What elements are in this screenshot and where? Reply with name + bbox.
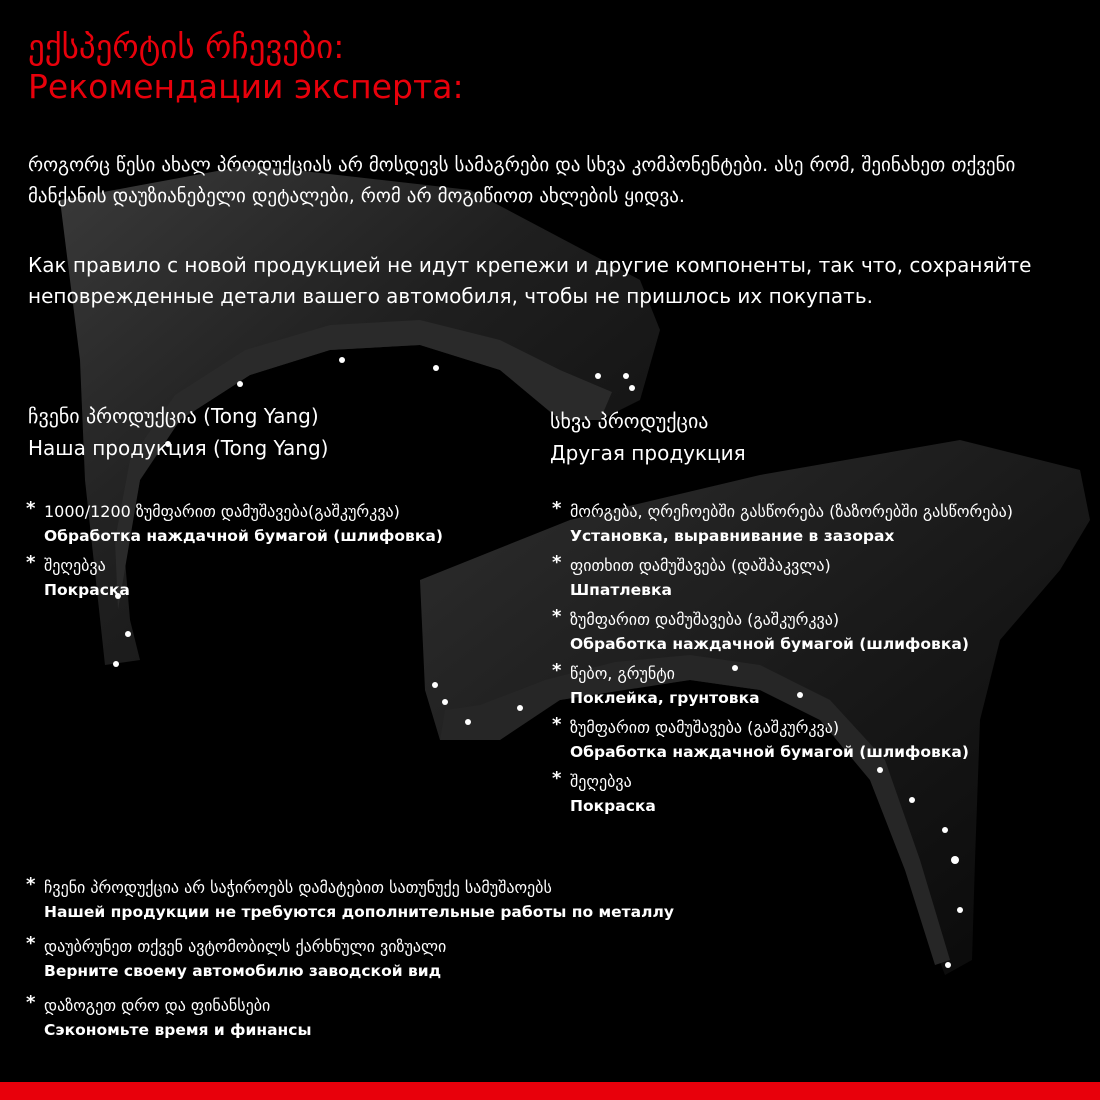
intro-georgian: როგორც წესი ახალ პროდუქციას არ მოსდევს სამაგრები და სხვა კომპონენტები. ასე რომ, შეინახეთ თქვენი მანქანის დაუზიანებელი დეტალები, რომ არ მოგიწიოთ ახლების ყიდვა. — [28, 154, 1016, 207]
item-russian: Обработка наждачной бумагой (шлифовка) — [570, 743, 969, 761]
bullet-asterisk: * — [552, 660, 562, 681]
item-georgian: მორგება, ღრეჩოებში გასწორება (ზაზორებში გასწორება) — [570, 502, 1013, 521]
benefits-list — [26, 874, 674, 1051]
list-item — [552, 552, 1013, 601]
item-georgian: შეღებვა — [570, 772, 632, 791]
item-georgian: წებო, გრუნტი — [570, 664, 675, 683]
bullet-asterisk: * — [26, 874, 36, 895]
item-georgian: დაზოგეთ დრო და ფინანსები — [44, 996, 271, 1015]
intro-russian: Как правило с новой продукцией не идут крепежи и другие компоненты, так что, сохраняйте неповрежденные детали вашего автомобиля, чтобы не пришлось их покупать. — [28, 253, 1032, 308]
item-russian: Обработка наждачной бумагой (шлифовка) — [570, 635, 969, 653]
bullet-asterisk: * — [26, 933, 36, 954]
item-russian: Обработка наждачной бумагой (шлифовка) — [44, 527, 443, 545]
item-georgian: დაუბრუნეთ თქვენ ავტომობილს ქარხნული ვიზუალი — [44, 937, 447, 956]
bullet-asterisk: * — [552, 606, 562, 627]
item-georgian: 1000/1200 ზუმფარით დამუშავება(გაშკურკვა) — [44, 502, 400, 521]
bullet-asterisk: * — [552, 498, 562, 519]
our-product-heading-ru: Наша продукция (Tong Yang) — [28, 436, 329, 460]
item-russian: Покраска — [570, 797, 656, 815]
item-russian: Верните своему автомобилю заводской вид — [44, 962, 442, 980]
item-georgian: ზუმფარით დამუშავება (გაშკურკვა) — [570, 610, 840, 629]
item-russian: Поклейка, грунтовка — [570, 689, 760, 707]
bullet-asterisk: * — [26, 552, 36, 573]
other-product-heading-ru: Другая продукция — [550, 441, 746, 465]
list-item — [552, 606, 1013, 655]
title-russian: Рекомендации эксперта: — [28, 67, 464, 106]
bullet-asterisk: * — [552, 768, 562, 789]
list-item — [552, 660, 1013, 709]
item-russian: Сэкономьте время и финансы — [44, 1021, 312, 1039]
bottom-accent-bar — [0, 1082, 1100, 1100]
list-item — [552, 714, 1013, 763]
item-russian: Покраска — [44, 581, 130, 599]
other-product-list — [552, 498, 1013, 822]
our-product-list — [26, 498, 443, 606]
bullet-asterisk: * — [26, 992, 36, 1013]
list-item — [552, 498, 1013, 547]
list-item — [26, 933, 674, 982]
list-item — [26, 874, 674, 923]
bullet-asterisk: * — [552, 552, 562, 573]
item-russian: Шпатлевка — [570, 581, 672, 599]
item-georgian: ჩვენი პროდუქცია არ საჭიროებს დამატებით სათუნუქე სამუშაოებს — [44, 878, 552, 897]
bullet-asterisk: * — [552, 714, 562, 735]
other-product-heading — [550, 405, 746, 469]
our-product-heading — [28, 400, 328, 464]
bullet-asterisk: * — [26, 498, 36, 519]
item-russian: Нашей продукции не требуются дополнительные работы по металлу — [44, 903, 674, 921]
title-georgian: ექსპერტის რჩევები: — [28, 27, 345, 66]
item-georgian: ფითხით დამუშავება (დაშპაკვლა) — [570, 556, 831, 575]
other-product-heading-ge: სხვა პროდუქცია — [550, 409, 709, 433]
list-item — [552, 768, 1013, 817]
item-georgian: შეღებვა — [44, 556, 106, 575]
our-product-heading-ge: ჩვენი პროდუქცია (Tong Yang) — [28, 404, 319, 428]
item-georgian: ზუმფარით დამუშავება (გაშკურკვა) — [570, 718, 840, 737]
item-russian: Установка, выравнивание в зазорах — [570, 527, 895, 545]
list-item — [26, 498, 443, 547]
list-item — [26, 992, 674, 1041]
list-item — [26, 552, 443, 601]
